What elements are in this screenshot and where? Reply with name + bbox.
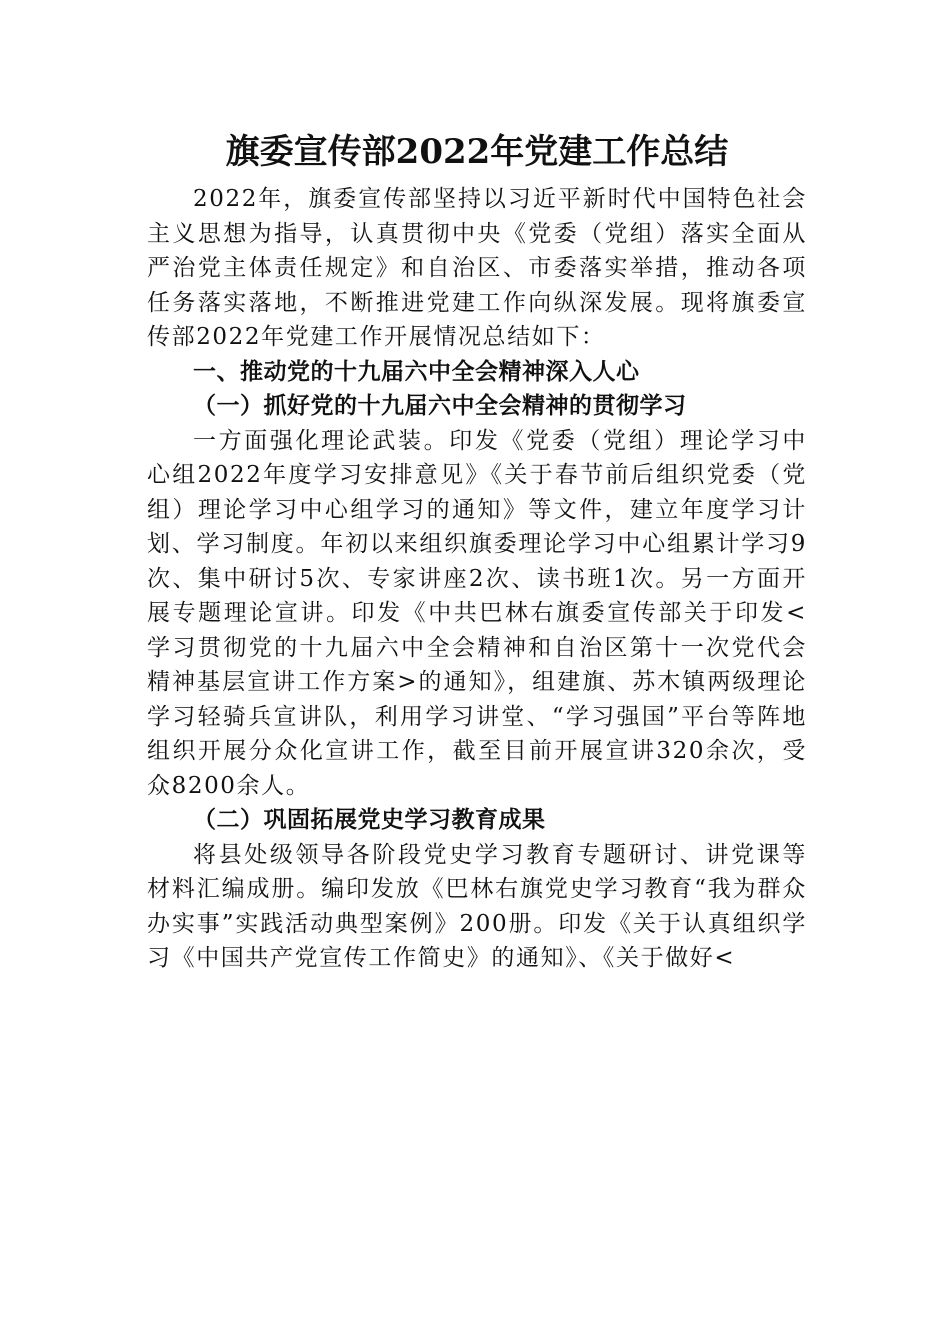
- intro-paragraph: 2022年，旗委宣传部坚持以习近平新时代中国特色社会主义思想为指导，认真贯彻中央《党委（党组）落实全面从严治党主体责任规定》和自治区、市委落实举措，推动各项任务落实落地，不断推进党建工作向纵深发展。现将旗委宣传部2022年党建工作开展情况总结如下：: [147, 186, 807, 350]
- document-title: 旗委宣传部2022年党建工作总结: [225, 132, 729, 172]
- document-body: [147, 128, 807, 976]
- subsection-body-1: 一方面强化理论武装。印发《党委（党组）理论学习中心组2022年度学习安排意见》《关于春节前后组织党委（党组）理论学习中心组学习的通知》等文件，建立年度学习计划、学习制度。年初以来组织旗委理论学习中心组累计学习9次、集中研讨5次、专家讲座2次、读书班1次。另一方面开展专题理论宣讲。印发《中共巴林右旗委宣传部关于印发<学习贯彻党的十九届六中全会精神和自治区第十一次党代会精神基层宣讲工作方案>的通知》，组建旗、苏木镇两级理论学习轻骑兵宣讲队，利用学习讲堂、“学习强国”平台等阵地组织开展分众化宣讲工作，截至目前开展宣讲320余次，受众8200余人。: [147, 427, 807, 799]
- subsection-body-2: 将县处级领导各阶段党史学习教育专题研讨、讲党课等材料汇编成册。编印发放《巴林右旗党史学习教育“我为群众办实事”实践活动典型案例》200册。印发《关于认真组织学习《中国共产党宣传工作简史》的通知》、《关于做好<: [147, 841, 807, 971]
- subsection-heading-2: （二）巩固拓展党史学习教育成果: [193, 807, 546, 833]
- subsection-heading-1: （一）抓好党的十九届六中全会精神的贯彻学习: [193, 393, 687, 419]
- section-heading-1: 一、推动党的十九届六中全会精神深入人心: [193, 358, 640, 385]
